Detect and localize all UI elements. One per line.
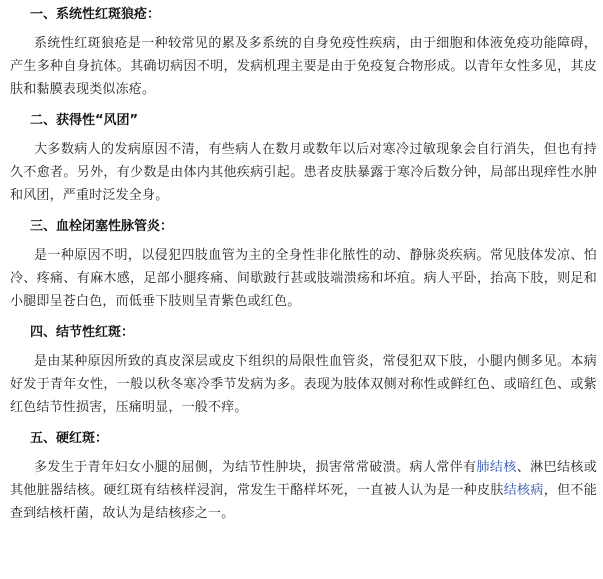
section-paragraph (10, 456, 597, 525)
section-erythema-nodosum (10, 322, 597, 419)
section-thromboangiitis (10, 216, 597, 313)
section-heading: 二、获得性“风团” (30, 113, 139, 128)
section-paragraph: 是由某种原因所致的真皮深层或皮下组织的局限性血管炎，常侵犯双下肢，小腿内侧多见。本病好发于青年女性，一般以秋冬寒冷季节发病为多。表现为肢体双侧对称性或鲜红色、或暗红色、或紫红色结节性损害，压痛明显，一般不痒。 (10, 354, 597, 415)
paragraph-text: ，但不能查到结核杆菌，故认为是结核疹之一。 (10, 483, 597, 521)
section-acquired-urticaria (10, 110, 597, 207)
section-heading: 三、血栓闭塞性脉管炎： (30, 219, 174, 234)
link-tuberculosis[interactable]: 肺结核 (476, 460, 517, 475)
section-heading: 五、硬红斑： (30, 431, 109, 446)
section-erythema-induratum (10, 428, 597, 525)
section-heading: 四、结节性红斑： (30, 325, 135, 340)
paragraph-text: 多发生于青年妇女小腿的屈侧，为结节性肿块，损害常常破溃。病人常伴有 (34, 460, 477, 475)
paragraph-text: 、淋巴结核或其他脏器结核。硬红斑有结核样浸润，常发生干酪样坏死，一直被人认为是一种皮肤 (10, 460, 597, 498)
section-heading: 一、系统性红斑狼疮： (30, 7, 161, 22)
section-paragraph: 是一种原因不明，以侵犯四肢血管为主的全身性非化脓性的动、静脉炎疾病。常见肢体发凉、怕冷、疼痛、有麻木感，足部小腿疼痛、间歇跛行甚或肢端溃疡和坏疽。病人平卧，抬高下肢，则足和小腿即呈苍白色，而低垂下肢则呈青紫色或红色。 (10, 248, 597, 309)
link-tuberculosis-disease[interactable]: 结核病 (503, 483, 544, 498)
section-paragraph: 系统性红斑狼疮是一种较常见的累及多系统的自身免疫性疾病，由于细胞和体液免疫功能障碍，产生多种自身抗体。其确切病因不明，发病机理主要是由于免疫复合物形成。以青年女性多见，其皮肤和黏膜表现类似冻疮。 (10, 36, 597, 97)
section-paragraph: 大多数病人的发病原因不清，有些病人在数月或数年以后对寒冷过敏现象会自行消失，但也有持久不愈者。另外，有少数是由体内其他疾病引起。患者皮肤暴露于寒冷后数分钟，局部出现痒性水肿和风团，严重时泛发全身。 (10, 142, 597, 203)
section-lupus (10, 4, 597, 101)
